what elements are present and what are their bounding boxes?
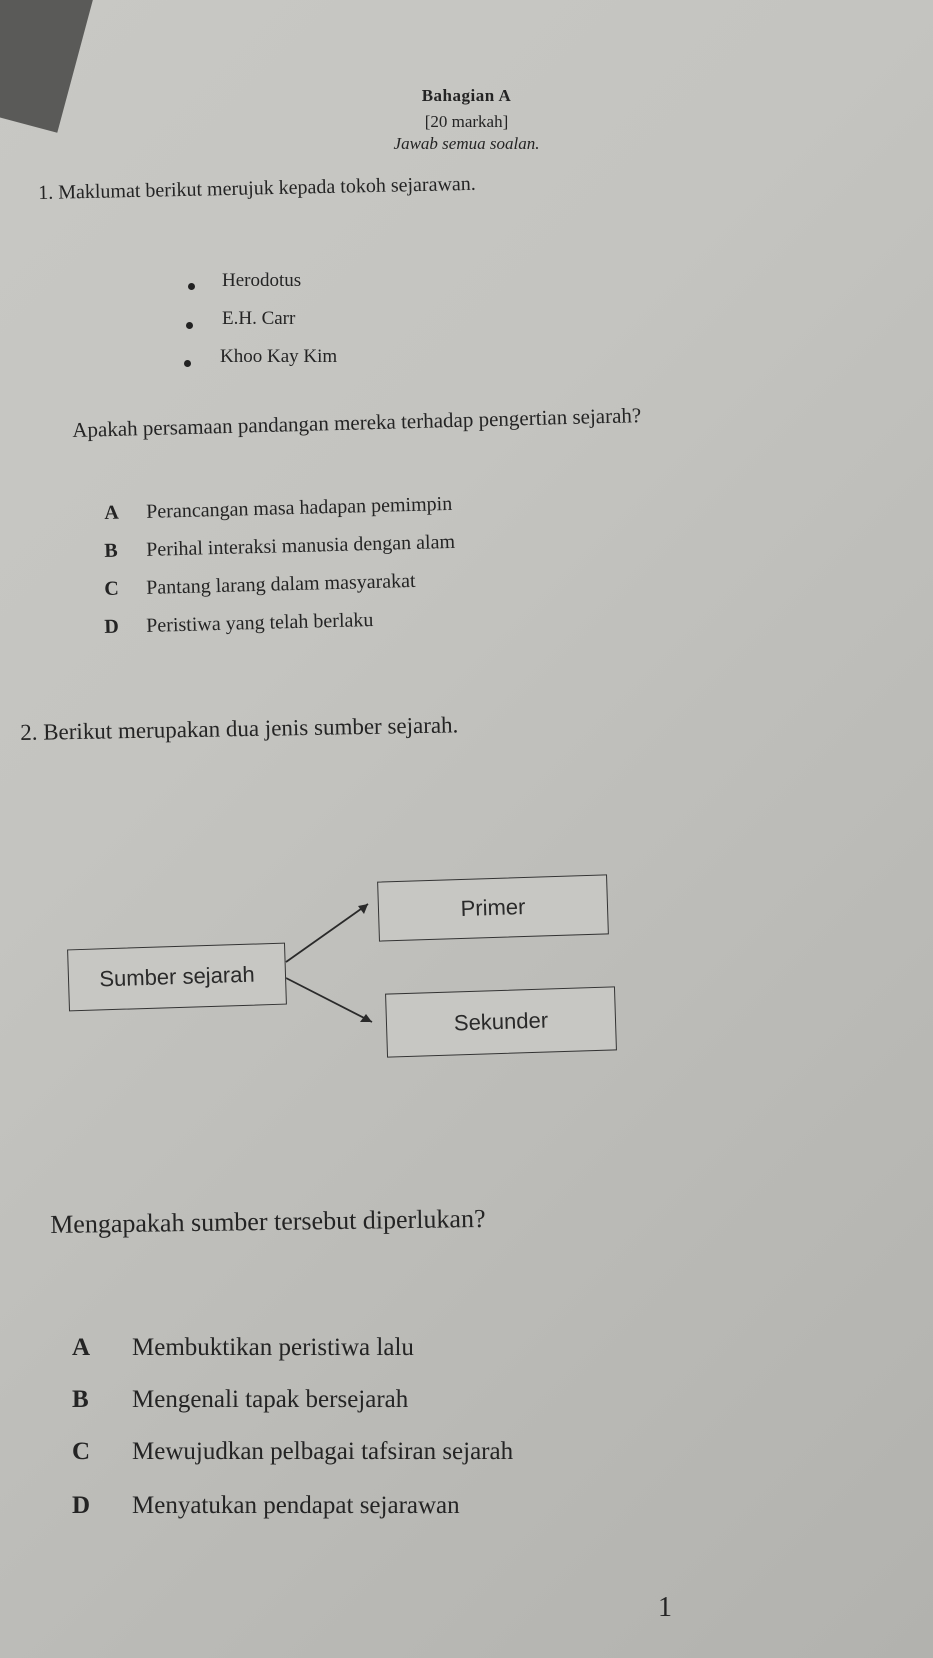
option-text: Peristiwa yang telah berlaku	[145, 608, 374, 637]
question-1-stem: 1. Maklumat berikut merujuk kepada tokoh sejarawan.	[38, 172, 477, 204]
question-2-stem: 2. Berikut merupakan dua jenis sumber sejarah.	[20, 712, 459, 745]
diagram-box-primer: Primer	[377, 874, 609, 941]
q2-option-d[interactable]	[72, 1492, 460, 1520]
section-title: Bahagian A	[421, 86, 512, 105]
q2-option-c[interactable]	[72, 1438, 513, 1466]
option-letter: C	[72, 1438, 91, 1465]
option-letter: D	[72, 1492, 91, 1519]
option-text: Perancangan masa hadapan pemimpin	[145, 492, 453, 523]
q1-option-c[interactable]	[104, 570, 416, 601]
connector-line-top	[286, 904, 368, 962]
arrowhead-bottom-icon	[360, 1014, 372, 1022]
option-letter: B	[72, 1386, 89, 1413]
page-number: 1	[658, 1592, 672, 1623]
bullet-item-khoo-kay-kim: Khoo Kay Kim	[220, 346, 338, 367]
option-text: Mengenali tapak bersejarah	[132, 1386, 409, 1413]
instruction-text: Jawab semua soalan.	[393, 134, 540, 153]
option-letter: A	[72, 1334, 91, 1361]
diagram-box-sekunder: Sekunder	[385, 986, 617, 1057]
option-letter: D	[104, 615, 120, 638]
bullet-icon	[184, 360, 191, 367]
option-letter: B	[104, 539, 118, 562]
option-text: Menyatukan pendapat sejarawan	[132, 1492, 460, 1519]
q2-option-a[interactable]	[72, 1334, 414, 1362]
option-letter: C	[104, 577, 120, 600]
q2-option-b[interactable]	[72, 1386, 408, 1414]
q1-option-a[interactable]	[104, 493, 452, 525]
option-text: Pantang larang dalam masyarakat	[145, 569, 416, 599]
bullet-item-herodotus: Herodotus	[222, 270, 302, 291]
diagram-box-sumber-sejarah: Sumber sejarah	[67, 943, 287, 1012]
q1-option-d[interactable]	[104, 609, 374, 639]
arrowhead-top-icon	[358, 904, 368, 914]
option-text: Membuktikan peristiwa lalu	[132, 1334, 414, 1361]
connector-line-bottom	[286, 978, 372, 1022]
bullet-item-carr: E.H. Carr	[222, 308, 296, 329]
bullet-icon	[188, 283, 195, 290]
q1-option-b[interactable]	[104, 531, 455, 563]
bullet-icon	[186, 322, 193, 329]
option-letter: A	[104, 501, 120, 524]
option-text: Perihal interaksi manusia dengan alam	[145, 530, 456, 561]
marks-label: [20 markah]	[424, 112, 509, 131]
question-2-text: Mengapakah sumber tersebut diperlukan?	[50, 1203, 486, 1239]
question-1-text: Apakah persamaan pandangan mereka terhadap pengertian sejarah?	[72, 403, 642, 442]
option-text: Mewujudkan pelbagai tafsiran sejarah	[132, 1438, 514, 1465]
